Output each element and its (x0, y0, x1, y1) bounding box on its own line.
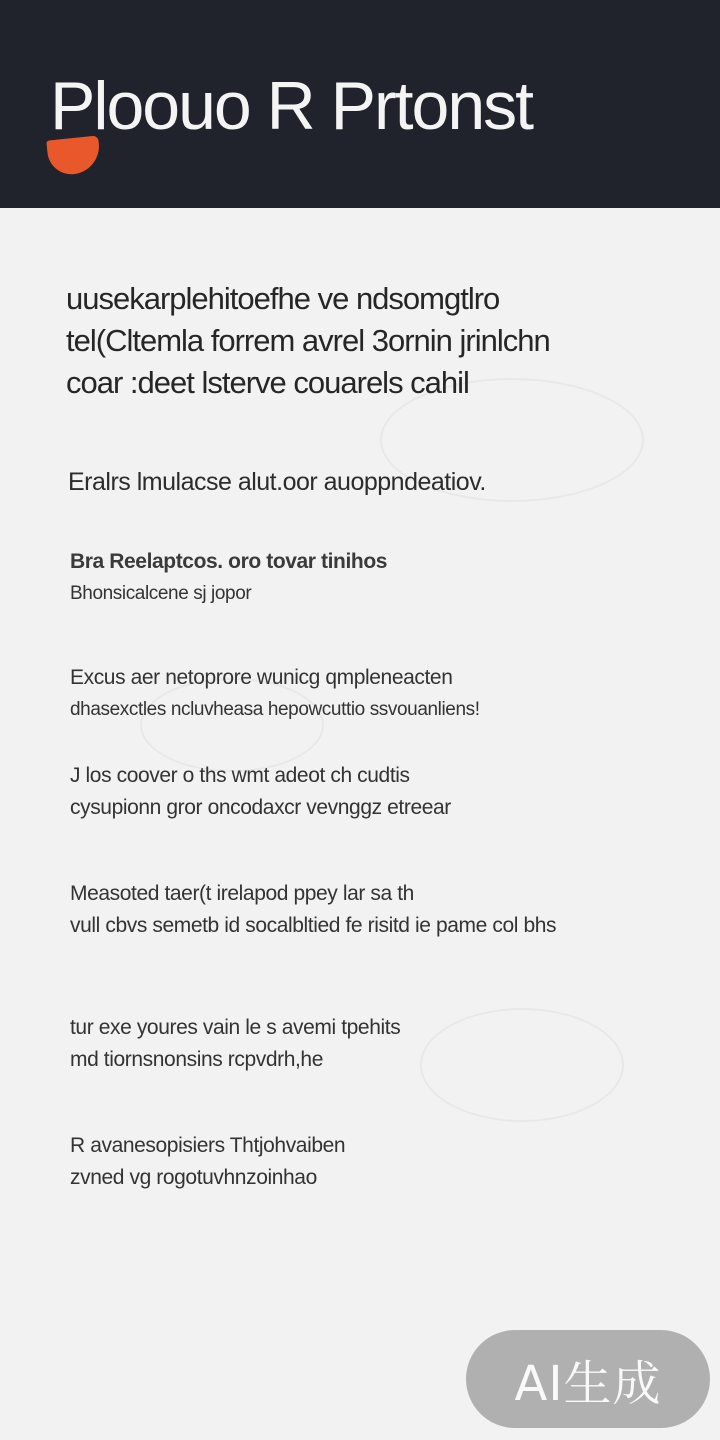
intro-line: coar :deet lsterve couarels cahil (66, 365, 469, 400)
section-text: Excus aer netoprore wunicg qmpleneacten (70, 666, 453, 689)
section-heading: Bra Reelaptcos. oro tovar tinihos (70, 550, 388, 573)
section-text: R avanesopisiers Thtjohvaiben (70, 1134, 346, 1157)
section-1 (70, 546, 690, 610)
main-content (0, 208, 720, 1440)
section-text: tur exe youres vain le s avemi tpehits (70, 1016, 401, 1039)
section-2 (70, 662, 690, 726)
section-text: J los coover o ths wmt adeot ch cudtis (70, 764, 410, 787)
page-title: Ploouo R Prtonst (50, 68, 533, 144)
section-5 (70, 1012, 690, 1076)
ai-generated-watermark (466, 1330, 710, 1428)
section-text: md tiornsnonsins rcpvdrh,he (70, 1048, 323, 1071)
intro-paragraph (66, 278, 706, 404)
section-text: Bhonsicalcene sj jopor (70, 583, 252, 604)
section-6 (70, 1130, 690, 1194)
section-text: dhasexctles ncluvheasa hepowcuttio ssvouanliens! (70, 699, 480, 720)
watermark-label: AI生成 (514, 1355, 662, 1412)
section-3 (70, 760, 690, 824)
section-text: zvned vg rogotuvhnzoinhao (70, 1166, 317, 1189)
intro-line: tel(Cltemla forrem avrel 3ornin jrinlchn (66, 323, 550, 358)
lead-sentence: Eralrs lmulacse alut.oor auoppndeatiov. (68, 468, 486, 496)
section-text: cysupionn gror oncodaxcr vevnggz etreear (70, 796, 451, 819)
section-text: Measoted taer(t irelapod ppey lar sa th (70, 882, 414, 905)
app-header (0, 0, 720, 208)
intro-line: uusekarplehitoefhe ve ndsomgtlro (66, 281, 500, 316)
section-4 (70, 878, 690, 942)
section-text: vull cbvs semetb id socalbltied fe risitd ie pame col bhs (70, 914, 557, 937)
